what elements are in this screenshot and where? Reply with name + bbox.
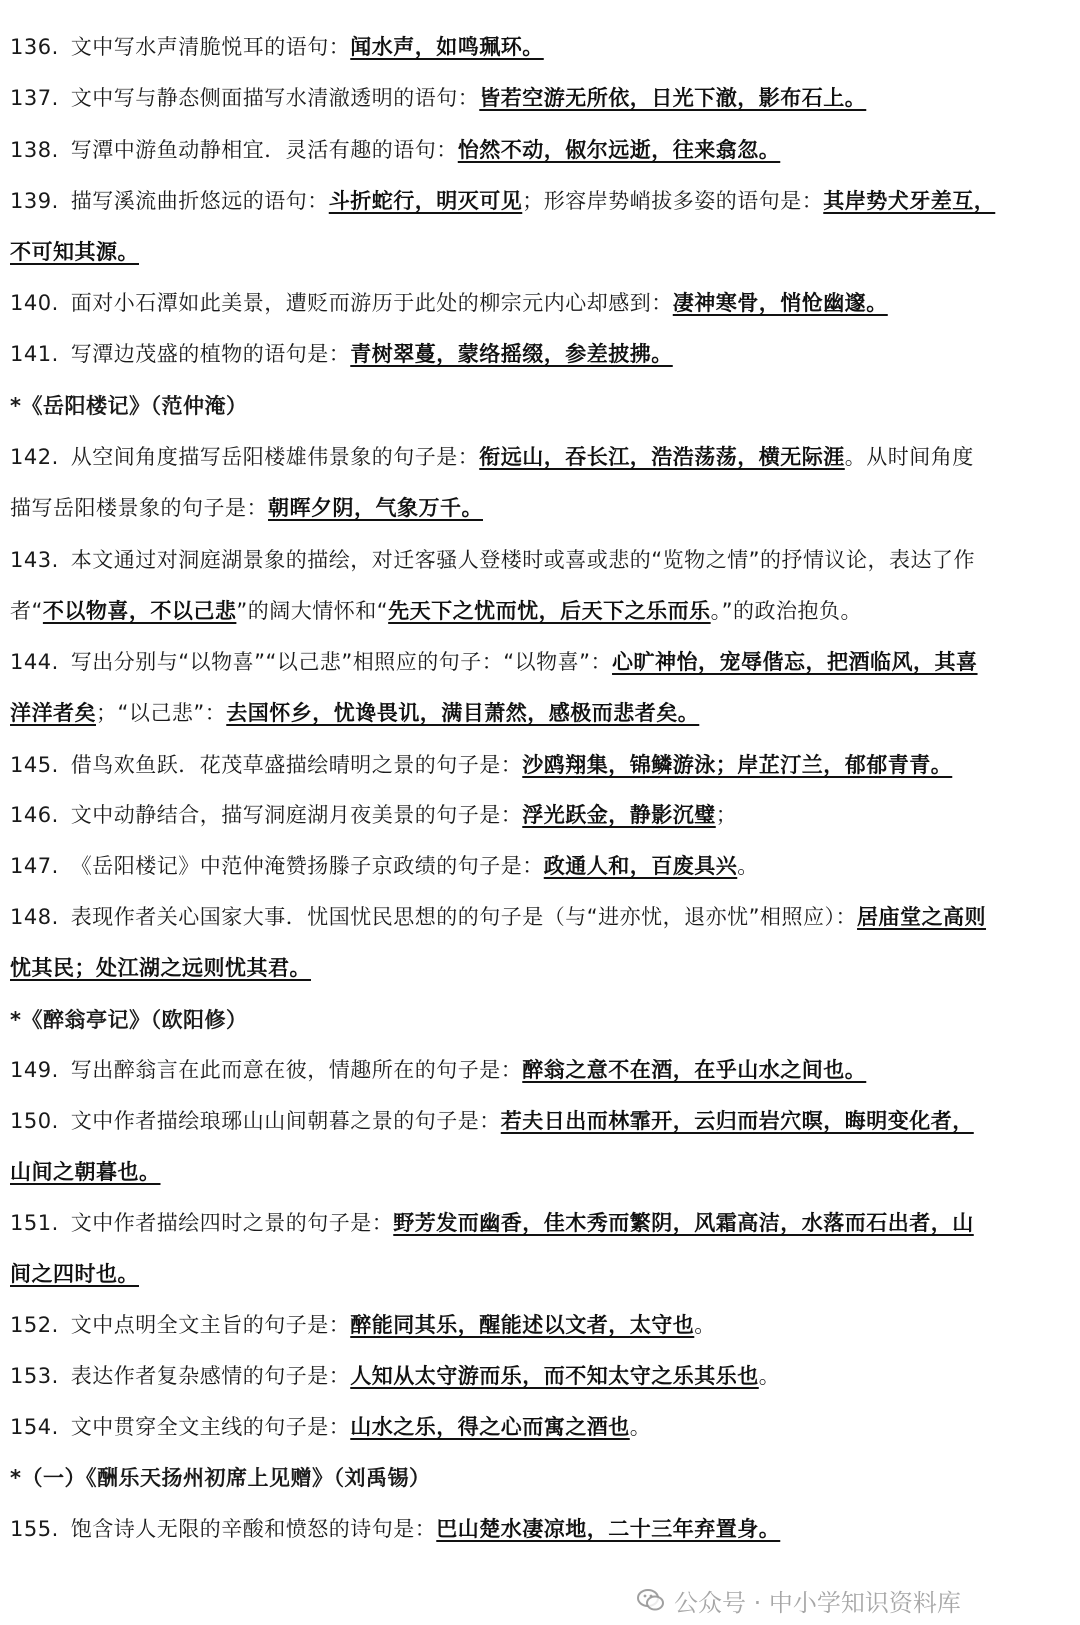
answer-text: 不可知其源。 [10, 240, 139, 264]
question-text: 文中点明全文主旨的句子是： [70, 1313, 351, 1337]
question-text: ”的阔大情怀和“ [236, 599, 389, 623]
question-number: 139. [10, 189, 59, 213]
answer-text: 政通人和，百废具兴 [543, 854, 738, 878]
question-line [10, 1208, 1062, 1238]
question-text: 面对小石潭如此美景，遭贬而游历于此处的柳宗元内心却感到： [70, 291, 673, 315]
question-line [10, 1157, 1062, 1187]
watermark [636, 1583, 961, 1617]
question-text: 。 [694, 1313, 716, 1337]
question-text: 表达作者复杂感情的句子是： [70, 1364, 351, 1388]
section-heading: *《岳阳楼记》（范仲淹） [10, 394, 248, 418]
question-number: 138. [10, 138, 59, 162]
watermark-text: 公众号 · 中小学知识资料库 [674, 1588, 961, 1617]
question-text: 本文通过对洞庭湖景象的描绘，对迁客骚人登楼时或喜或悲的“览物之情”的抒情议论，表达了作 [70, 548, 976, 572]
answer-text: 皆若空游无所依，日光下澈，影布石上。 [479, 86, 867, 110]
answer-text: 野芳发而幽香，佳木秀而繁阴，风霜高洁，水落而石出者，山 [393, 1211, 974, 1235]
question-line [10, 545, 1062, 575]
question-line [10, 442, 1062, 472]
question-number: 154. [10, 1415, 59, 1439]
question-line [10, 1412, 1062, 1442]
answer-text: 若夫日出而林霏开，云归而岩穴暝，晦明变化者， [500, 1109, 974, 1133]
answer-text: 怡然不动，俶尔远逝，往来翕忽。 [457, 138, 781, 162]
question-number: 151. [10, 1211, 59, 1235]
answer-text: 山水之乐，得之心而寓之酒也 [350, 1415, 630, 1439]
answer-text: 不以物喜，不以己悲 [42, 599, 237, 623]
question-line [10, 902, 1062, 932]
question-text: 文中写水声清脆悦耳的语句： [70, 35, 351, 59]
question-text: 借鸟欢鱼跃．花茂草盛描绘晴明之景的句子是： [70, 753, 523, 777]
question-number: 145. [10, 753, 59, 777]
question-number: 142. [10, 445, 59, 469]
question-number: 141. [10, 342, 59, 366]
answer-text: 衔远山，吞长江，浩浩荡荡，横无际涯 [479, 445, 845, 469]
question-text: 。”的政治抱负。 [710, 599, 863, 623]
question-line [10, 186, 1062, 216]
question-text: 者“ [10, 599, 43, 623]
question-text: 文中写与静态侧面描写水清澈透明的语句： [70, 86, 480, 110]
question-number: 150. [10, 1109, 59, 1133]
question-line [10, 596, 1062, 626]
question-text: 文中动静结合，描写洞庭湖月夜美景的句子是： [70, 803, 523, 827]
question-line [10, 1259, 1062, 1289]
question-line [10, 647, 1062, 677]
question-text: 写潭中游鱼动静相宜．灵活有趣的语句： [70, 138, 458, 162]
question-number: 140. [10, 291, 59, 315]
question-text: 饱含诗人无限的辛酸和愤怒的诗句是： [70, 1517, 437, 1541]
question-number: 148. [10, 905, 59, 929]
question-number: 155. [10, 1517, 59, 1541]
answer-text: 醉能同其乐，醒能述以文者，太守也 [350, 1313, 695, 1337]
question-text: 。 [737, 854, 759, 878]
answer-text: 朝晖夕阴，气象万千。 [268, 496, 483, 520]
answer-text: 其岸势犬牙差互， [823, 189, 996, 213]
question-text: 描写溪流曲折悠远的语句： [70, 189, 329, 213]
question-text: 表现作者关心国家大事．忧国忧民思想的的句子是（与“进亦忧，退亦忧”相照应）： [70, 905, 858, 929]
question-line [10, 1514, 1062, 1544]
question-text: ；“以己悲”： [96, 701, 227, 725]
question-line [10, 288, 1062, 318]
answer-text: 沙鸥翔集，锦鳞游泳；岸芷汀兰，郁郁青青。 [522, 753, 953, 777]
answer-text: 闻水声，如鸣珮环。 [350, 35, 544, 59]
question-text: 写出醉翁言在此而意在彼，情趣所在的句子是： [70, 1058, 523, 1082]
answer-text: 巴山楚水凄凉地，二十三年弃置身。 [436, 1517, 781, 1541]
question-line [10, 1361, 1062, 1391]
section-heading: *（一）《酬乐天扬州初席上见赠》（刘禹锡） [10, 1466, 431, 1490]
question-text: 。 [758, 1364, 781, 1388]
question-line [10, 953, 1062, 983]
question-line [10, 1310, 1062, 1340]
question-line [10, 1106, 1062, 1136]
question-text: ；形容岸势峭拔多姿的语句是： [522, 189, 824, 213]
question-text: ； [715, 803, 738, 827]
question-number: 136. [10, 35, 59, 59]
question-text: 从空间角度描写岳阳楼雄伟景象的句子是： [70, 445, 480, 469]
question-line [10, 83, 1062, 113]
question-number: 153. [10, 1364, 59, 1388]
question-text: 写出分别与“以物喜”“以己悲”相照应的句子：“以物喜”： [70, 650, 613, 674]
answer-text: 洋洋者矣 [10, 701, 96, 725]
answer-text: 去国怀乡，忧谗畏讥，满目萧然，感极而悲者矣。 [226, 701, 700, 725]
question-line [10, 1055, 1062, 1085]
question-line [10, 851, 1062, 881]
question-text: 文中作者描绘四时之景的句子是： [70, 1211, 394, 1235]
question-text: 文中作者描绘琅琊山山间朝暮之景的句子是： [70, 1109, 501, 1133]
question-text: 。从时间角度 [844, 445, 974, 469]
question-text: 《岳阳楼记》中范仲淹赞扬滕子京政绩的句子是： [70, 854, 544, 878]
question-text: 写潭边茂盛的植物的语句是： [70, 342, 351, 366]
question-text: 文中贯穿全文主线的句子是： [70, 1415, 351, 1439]
question-number: 137. [10, 86, 59, 110]
answer-text: 先天下之忧而忧，后天下之乐而乐 [388, 599, 711, 623]
question-line [10, 237, 1062, 267]
answer-text: 居庙堂之高则 [857, 905, 987, 929]
answer-text: 醉翁之意不在酒，在乎山水之间也。 [522, 1058, 867, 1082]
answer-text: 山间之朝暮也。 [10, 1160, 161, 1184]
question-number: 147. [10, 854, 59, 878]
question-text: 描写岳阳楼景象的句子是： [10, 496, 268, 520]
question-line [10, 339, 1062, 369]
question-line [10, 750, 1062, 780]
answer-text: 忧其民；处江湖之远则忧其君。 [10, 956, 311, 980]
question-line [10, 698, 1062, 728]
section-heading: *《醉翁亭记》（欧阳修） [10, 1008, 248, 1032]
answer-text: 青树翠蔓，蒙络摇缀，参差披拂。 [350, 342, 673, 366]
question-number: 143. [10, 548, 59, 572]
wechat-icon [636, 1585, 666, 1615]
question-line [10, 32, 1062, 62]
question-number: 144. [10, 650, 59, 674]
answer-text: 心旷神怡，宠辱偕忘，把酒临风，其喜 [612, 650, 978, 674]
answer-text: 人知从太守游而乐，而不知太守之乐其乐也 [350, 1364, 759, 1388]
answer-text: 凄神寒骨，悄怆幽邃。 [672, 291, 888, 315]
question-text: 。 [629, 1415, 652, 1439]
question-number: 146. [10, 803, 59, 827]
question-number: 152. [10, 1313, 59, 1337]
question-line [10, 135, 1062, 165]
answer-text: 间之四时也。 [10, 1262, 139, 1286]
answer-text: 浮光跃金，静影沉璧 [522, 803, 716, 827]
question-number: 149. [10, 1058, 59, 1082]
question-line [10, 800, 1062, 830]
question-line [10, 493, 1062, 523]
answer-text: 斗折蛇行，明灭可见 [328, 189, 523, 213]
